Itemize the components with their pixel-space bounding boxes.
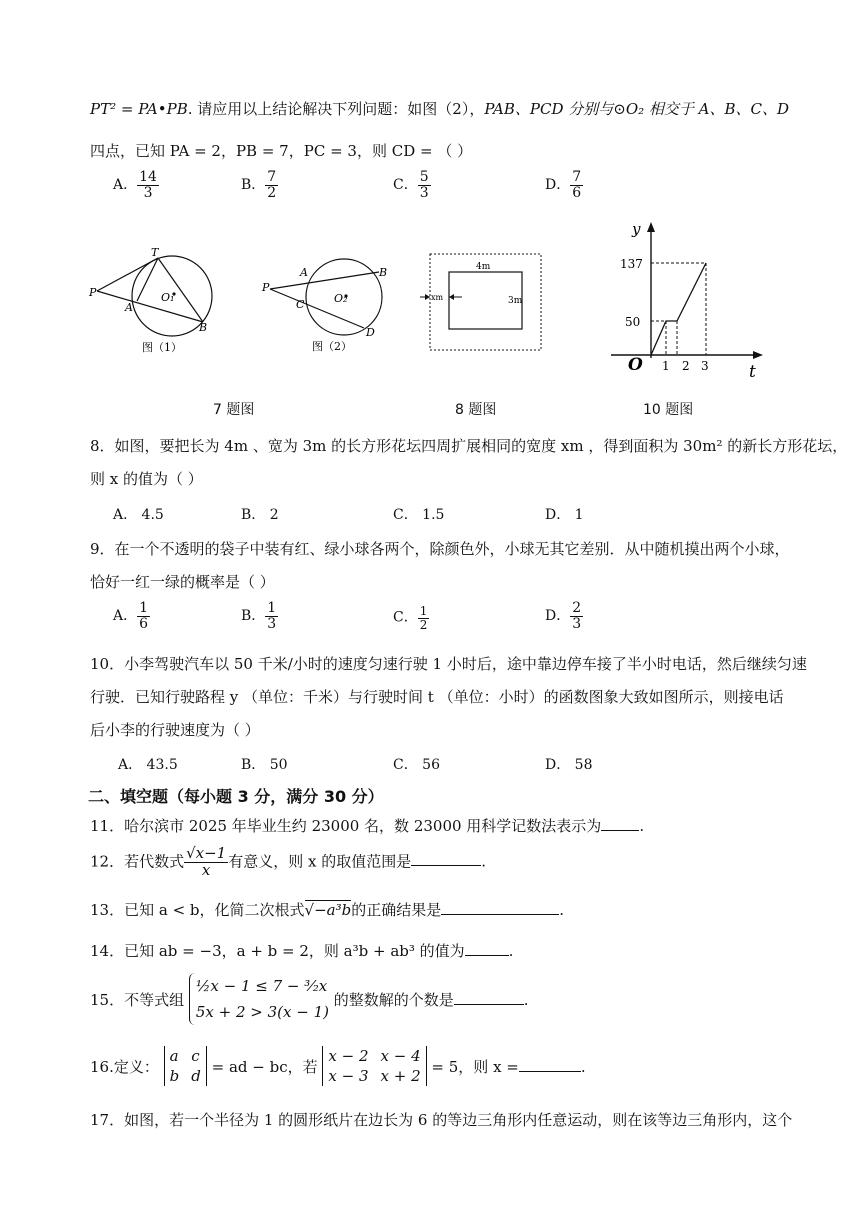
figure-2 (258, 252, 398, 360)
fig2-label-p: P (262, 281, 270, 294)
graph-y-label: y (632, 220, 641, 238)
fig1-caption: 图（1） (142, 341, 182, 354)
caption-q8: 8 题图 (455, 402, 497, 418)
q7-formula: PT² = PA•PB (90, 100, 188, 118)
q9-option-a: A． $\frac{1}{6}$ (113, 600, 149, 632)
figure-8 (418, 250, 548, 354)
q10-option-b: B． 50 (241, 757, 288, 773)
q10-option-d: D． 58 (545, 757, 593, 773)
q10-line1: 10．小李驾驶汽车以 50 千米/小时的速度匀速行驶 1 小时后，途中靠边停车接了半小时电话，然后继续匀速 (90, 655, 807, 673)
graph-t-label: t (749, 362, 756, 380)
q13: 13．已知 a < b，化简二次根式√−a³b的正确结果是 . (90, 901, 564, 919)
q7-option-b: B． $\frac{7}{2}$ (241, 169, 277, 201)
fig2-label-c: C (296, 298, 305, 311)
graph-t2: 2 (682, 359, 690, 373)
fig1-label-o: O₁ (161, 291, 175, 304)
q13-blank (441, 900, 559, 915)
q12: 12．若代数式 $\frac{√x-1}{x}$ 有意义，则 x 的取值范围是 . (90, 844, 487, 879)
q7-option-d: D． $\frac{7}{6}$ (545, 169, 582, 201)
q9-option-d: D． $\frac{2}{3}$ (545, 600, 582, 632)
fig8-label-right: 3m (508, 296, 523, 306)
graph-y137: 137 (620, 257, 643, 271)
q8-option-b: B． 2 (241, 507, 279, 523)
fig2-label-b: B (379, 266, 388, 279)
q12-blank (411, 851, 481, 866)
q7-option-c: C． $\frac{5}{3}$ (393, 169, 429, 201)
q7-tail: PAB、PCD 分别与⊙O₂ 相交于 A、B、C、D (484, 100, 790, 118)
q7-text: . 请应用以上结论解决下列问题：如图（2）， (187, 100, 485, 118)
q11: 11．哈尔滨市 2025 年毕业生约 23000 名，数 23000 用科学记数法表示为 . (90, 817, 645, 835)
q14: 14．已知 ab = −3，a + b = 2，则 a³b + ab³ 的值为 . (90, 942, 514, 960)
q8-option-a: A． 4.5 (113, 507, 164, 523)
q17-line1: 17．如图，若一个半径为 1 的圆形纸片在边长为 6 的等边三角形内任意运动，则在该等边三角形内，这个 (90, 1111, 793, 1129)
q11-blank (601, 816, 639, 831)
fig1-label-t: T (151, 246, 159, 259)
fig2-caption: 图（2） (312, 340, 352, 353)
fig1-label-a: A (125, 301, 133, 314)
q14-blank (465, 941, 509, 956)
graph-origin: O (628, 355, 643, 375)
figure-1 (85, 245, 225, 360)
q7-line1 (90, 98, 789, 119)
q15: 15．不等式组 ½x − 1 ≤ 7 − ³⁄₂x 5x + 2 > 3(x − 1) 的整数解的个数是 . (90, 973, 529, 1025)
fig2-label-a: A (300, 266, 308, 279)
q9-option-b: B． $\frac{1}{3}$ (241, 600, 277, 632)
fig1-label-b: B (199, 321, 208, 334)
caption-q7: 7 题图 (213, 402, 255, 418)
q16: 16.定义： a c b d = ad − bc，若 x − 2 x − 4 x − 3 x + 2 = 5，则 x = . (90, 1047, 586, 1085)
q9-option-c: C． $\frac{1}{2}$ (393, 604, 428, 632)
q10-option-a: A． 43.5 (118, 757, 178, 773)
q15-blank (454, 990, 524, 1005)
q8-line2: 则 x 的值为（ ） (90, 470, 203, 488)
fig2-label-o: O₂ (334, 292, 348, 305)
caption-q10: 10 题图 (643, 402, 694, 418)
section-2-title: 二、填空题（每小题 3 分，满分 30 分） (88, 787, 384, 806)
q8-option-c: C． 1.5 (393, 507, 445, 523)
figure-10-graph (605, 218, 765, 380)
graph-y50: 50 (625, 315, 641, 329)
q8-option-d: D． 1 (545, 507, 584, 523)
fig2-label-d: D (366, 326, 375, 339)
q16-blank (519, 1057, 581, 1072)
q15-system: ½x − 1 ≤ 7 − ³⁄₂x 5x + 2 > 3(x − 1) (189, 973, 329, 1025)
q16-matrix-1: a c b d (164, 1046, 207, 1086)
q7-line2: 四点，已知 PA = 2，PB = 7，PC = 3，则 CD = （ ） (90, 142, 473, 160)
fig8-label-left: xm (431, 293, 444, 302)
q10-option-c: C． 56 (393, 757, 440, 773)
fig8-label-top: 4m (476, 262, 491, 272)
q16-matrix-2: x − 2 x − 4 x − 3 x + 2 (322, 1046, 426, 1086)
q10-line3: 后小李的行驶速度为（ ） (90, 721, 260, 739)
q10-line2: 行驶．已知行驶路程 y （单位：千米）与行驶时间 t （单位：小时）的函数图象大致如图所示，则接电话 (90, 688, 784, 706)
fig1-label-p: P (89, 286, 97, 299)
graph-t1: 1 (662, 359, 670, 373)
q9-line2: 恰好一红一绿的概率是（ ） (90, 573, 275, 591)
q8-line1: 8．如图，要把长为 4m 、宽为 3m 的长方形花坛四周扩展相同的宽度 xm ，得到面积为 30m² 的新长方形花坛， (90, 437, 848, 455)
q7-option-a: A． $\frac{14}{3}$ (113, 169, 157, 201)
graph-t3: 3 (701, 359, 709, 373)
q9-line1: 9．在一个不透明的袋子中装有红、绿小球各两个，除颜色外，小球无其它差别．从中随机摸出两个小球， (90, 540, 790, 558)
